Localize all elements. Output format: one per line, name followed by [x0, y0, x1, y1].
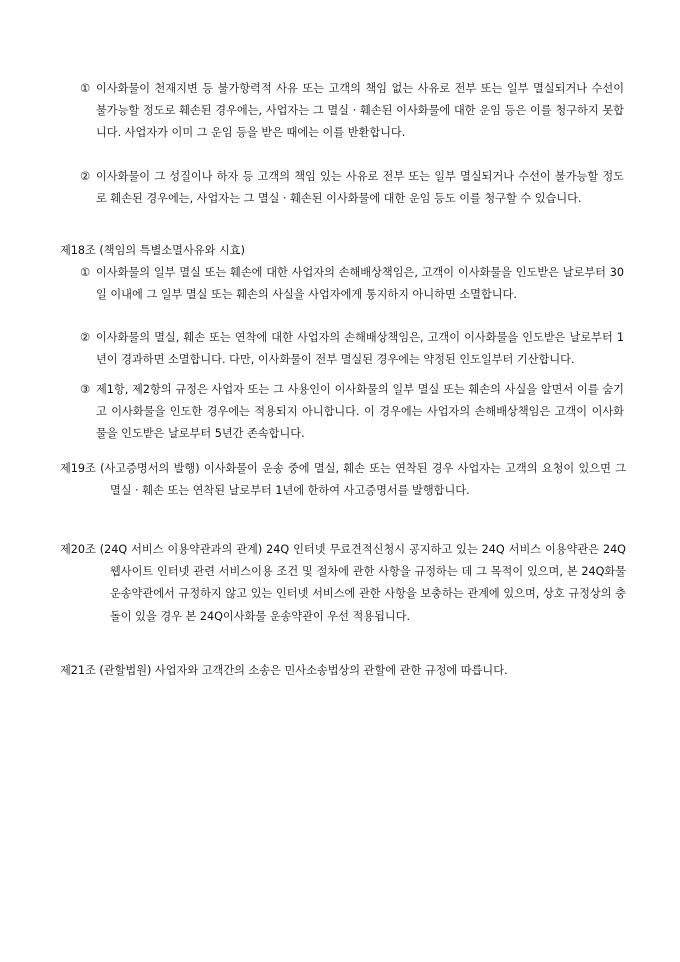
clause-text: 제1항, 제2항의 규정은 사업자 또는 그 사용인이 이사화물의 일부 멸실 또는 훼손의 사실을 알면서 이를 숨기고 이사화물을 인도한 경우에는 적용되지 아니합니다. 이 경우에는 사업자의 손해배상책임은 고객이 이사화물을 인도받은 날로부터 5년간 존속합니다.	[96, 383, 624, 441]
article17-clause-2	[76, 166, 624, 210]
clause-marker: ③	[79, 383, 91, 396]
clause-marker: ②	[79, 331, 91, 344]
article21	[60, 660, 626, 682]
article18-heading: 제18조 (책임의 특별소멸사유와 시효)	[60, 244, 245, 257]
clause-marker: ①	[79, 82, 91, 95]
article21-text: 제21조 (관할법원) 사업자와 고객간의 소송은 민사소송법상의 관할에 관한 규정에 따릅니다.	[60, 664, 508, 677]
clause-text: 이사화물의 멸실, 훼손 또는 연착에 대한 사업자의 손해배상책임은, 고객이 이사화물을 인도받은 날로부터 1년이 경과하면 소멸합니다. 다만, 이사화물이 전부 멸실된 경우에는 약정된 인도일부터 기산합니다.	[96, 331, 624, 367]
article18-clause-3	[76, 379, 624, 446]
article18-clause-2	[76, 327, 624, 371]
article19	[60, 458, 626, 502]
article20	[60, 539, 626, 628]
clause-text: 이사화물의 일부 멸실 또는 훼손에 대한 사업자의 손해배상책임은, 고객이 이사화물을 인도받은 날로부터 30일 이내에 그 일부 멸실 또는 훼손의 사실을 사업자에게 통지하지 아니하면 소멸합니다.	[96, 266, 624, 302]
clause-text: 이사화물이 그 성질이나 하자 등 고객의 책임 있는 사유로 전부 또는 일부 멸실되거나 수선이 불가능할 정도로 훼손된 경우에는, 사업자는 그 멸실 · 훼손된 이사화물에 대한 운임 등도 이를 청구할 수 있습니다.	[96, 170, 624, 206]
article17-clause-1	[76, 78, 624, 145]
article18-clause-1	[76, 262, 624, 306]
clause-marker: ②	[79, 170, 91, 183]
clause-text: 이사화물이 천재지변 등 불가항력적 사유 또는 고객의 책임 없는 사유로 전부 또는 일부 멸실되거나 수선이 불가능할 정도로 훼손된 경우에는, 사업자는 그 멸실 · 훼손된 이사화물에 대한 운임 등은 이를 청구하지 못합니다. 사업자가 이미 그 운임 등을 받은 때에는 이를 반환합니다.	[96, 82, 624, 140]
article20-text: 제20조 (24Q 서비스 이용약관과의 관계) 24Q 인터넷 무료견적신청시 공지하고 있는 24Q 서비스 이용약관은 24Q 웹사이트 인터넷 관련 서비스이용 조건 및 절차에 관한 사항을 규정하는 데 그 목적이 있으며, 본 24Q화물운송약관에서 규정하지 않고 있는 인터넷 서비스에 관한 사항을 보충하는 관계에 있으며, 상호 규정상의 충돌이 있을 경우 본 24Q이사화물 운송약관이 우선 적용됩니다.	[60, 543, 626, 623]
clause-marker: ①	[79, 266, 91, 279]
article19-text: 제19조 (사고증명서의 발행) 이사화물이 운송 중에 멸실, 훼손 또는 연착된 경우 사업자는 고객의 요청이 있으면 그 멸실 · 훼손 또는 연착된 날로부터 1년에 한하여 사고증명서를 발행합니다.	[60, 462, 626, 498]
